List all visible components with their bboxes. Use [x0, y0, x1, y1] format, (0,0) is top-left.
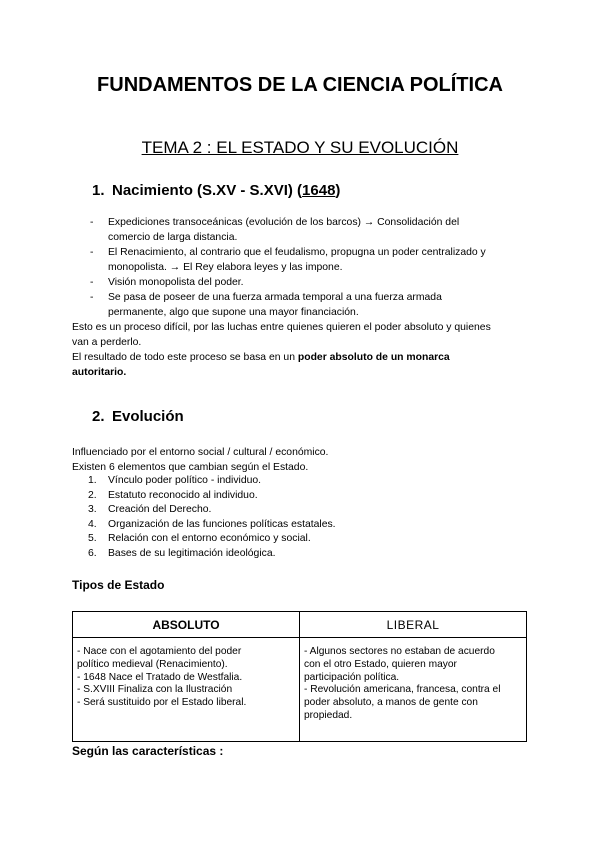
section-2-number: 2.	[92, 408, 105, 425]
state-types-table	[72, 611, 527, 742]
caracteristicas-heading: Según las características :	[72, 744, 224, 758]
list-item: 1. Vínculo poder político - individuo.	[88, 475, 262, 486]
section-2-numbered-list	[72, 474, 336, 562]
list-item: 5. Relación con el entorno económico y social.	[88, 533, 311, 545]
table-header-absoluto: ABSOLUTO	[73, 612, 300, 638]
section-1-title: Nacimiento (S.XV - S.XVI) (	[112, 182, 303, 199]
bullet-item: - Visión monopolista del poder.	[72, 275, 532, 290]
section-1-year: 1648	[302, 182, 336, 199]
section-2-heading	[92, 408, 184, 425]
bullet-item: - Expediciones transoceánicas (evolución de los barcos) → Consolidación del comercio de larga distancia.	[72, 215, 532, 245]
section-1-paragraph-2: El resultado de todo este proceso se basa en un poder absoluto de un monarca autoritario.	[72, 352, 450, 378]
section-2-title: Evolución	[112, 408, 184, 425]
bullet-item: - El Renacimiento, al contrario que el feudalismo, propugna un poder centralizado y monopolista. → El Rey elabora leyes y las impone.	[72, 245, 532, 275]
list-item: 6. Bases de su legitimación ideológica.	[88, 547, 276, 559]
document-title: FUNDAMENTOS DE LA CIENCIA POLÍTICA	[97, 74, 503, 96]
section-2-intro: Influenciado por el entorno social / cultural / económico. Existen 6 elementos que cambian según el Estado.	[72, 447, 329, 473]
list-item: 3. Creación del Derecho.	[88, 504, 212, 516]
table-cell-liberal: - Algunos sectores no estaban de acuerdo con el otro Estado, quieren mayor participación política. - Revolución americana, francesa, contra el poder absoluto, a manos de gente con propiedad.	[300, 638, 527, 742]
table-header-liberal: LIBERAL	[300, 612, 527, 638]
list-item: 2. Estatuto reconocido al individuo.	[88, 489, 258, 501]
document-subtitle: TEMA 2 : EL ESTADO Y SU EVOLUCIÓN	[141, 138, 459, 157]
section-1-paragraph-1: Esto es un proceso difícil, por las luchas entre quienes quieren el poder absoluto y quienes van a perderlo.	[72, 322, 491, 348]
table-cell-absoluto: - Nace con el agotamiento del poder político medieval (Renacimiento). - 1648 Nace el Tratado de Westfalia. - S.XVIII Finaliza con la Ilustración - Será sustituido por el Estado liberal.	[73, 638, 300, 742]
section-1-title-close: )	[335, 182, 341, 199]
bullet-item: - Se pasa de poseer de una fuerza armada temporal a una fuerza armada permanente, algo que supone una mayor financiación.	[72, 290, 532, 320]
section-1-heading	[92, 182, 340, 199]
section-1-number: 1.	[92, 182, 105, 199]
tipos-heading: Tipos de Estado	[72, 578, 165, 592]
section-1-bullet-list	[72, 215, 532, 320]
list-item: 4. Organización de las funciones políticas estatales.	[88, 518, 336, 530]
